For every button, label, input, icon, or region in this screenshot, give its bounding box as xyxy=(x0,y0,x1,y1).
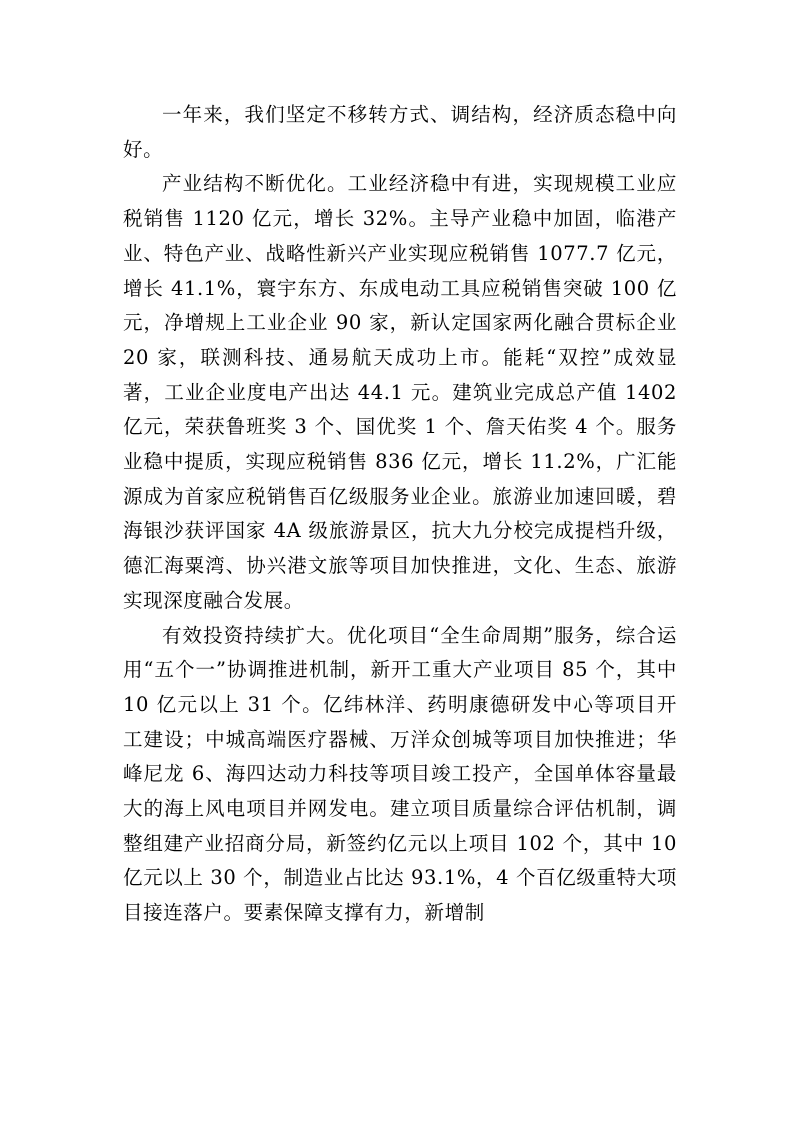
paragraph-intro: 一年来，我们坚定不移转方式、调结构，经济质态稳中向好。 xyxy=(123,103,677,161)
paragraph-industry-structure: 产业结构不断优化。工业经济稳中有进，实现规模工业应税销售 1120 亿元，增长 32%。主导产业稳中加固，临港产业、特色产业、战略性新兴产业实现应税销售 1077.7 亿元，增长 41.1%，寰宇东方、东成电动工具应税销售突破 100 亿元，净增规上工业企业 90 家，新认定国家两化融合贯标企业 20 家，联测科技、通易航天成功上市。能耗“双控”成效显著，工业企业度电产出达 44.1 元。建筑业完成总产值 1402 亿元，荣获鲁班奖 3 个、国优奖 1 个、詹天佑奖 4 个。服务业稳中提质，实现应税销售 836 亿元，增长 11.2%，广汇能源成为首家应税销售百亿级服务业企业。旅游业加速回暖，碧海银沙获评国家 4A 级旅游景区，抗大九分校完成提档升级，德汇海粟湾、协兴港文旅等项目加快推进，文化、生态、旅游实现深度融合发展。 xyxy=(123,172,677,612)
paragraph-investment: 有效投资持续扩大。优化项目“全生命周期”服务，综合运用“五个一”协调推进机制，新开工重大产业项目 85 个，其中 10 亿元以上 31 个。亿纬林洋、药明康德研发中心等项目开工建设；中城高端医疗器械、万洋众创城等项目加快推进；华峰尼龙 6、海四达动力科技等项目竣工投产，全国单体容量最大的海上风电项目并网发电。建立项目质量综合评估机制，调整组建产业招商分局，新签约亿元以上项目 102 个，其中 10 亿元以上 30 个，制造业占比达 93.1%，4 个百亿级重特大项目接连落户。要素保障支撑有力，新增制 xyxy=(123,623,677,925)
document-body xyxy=(123,98,677,931)
